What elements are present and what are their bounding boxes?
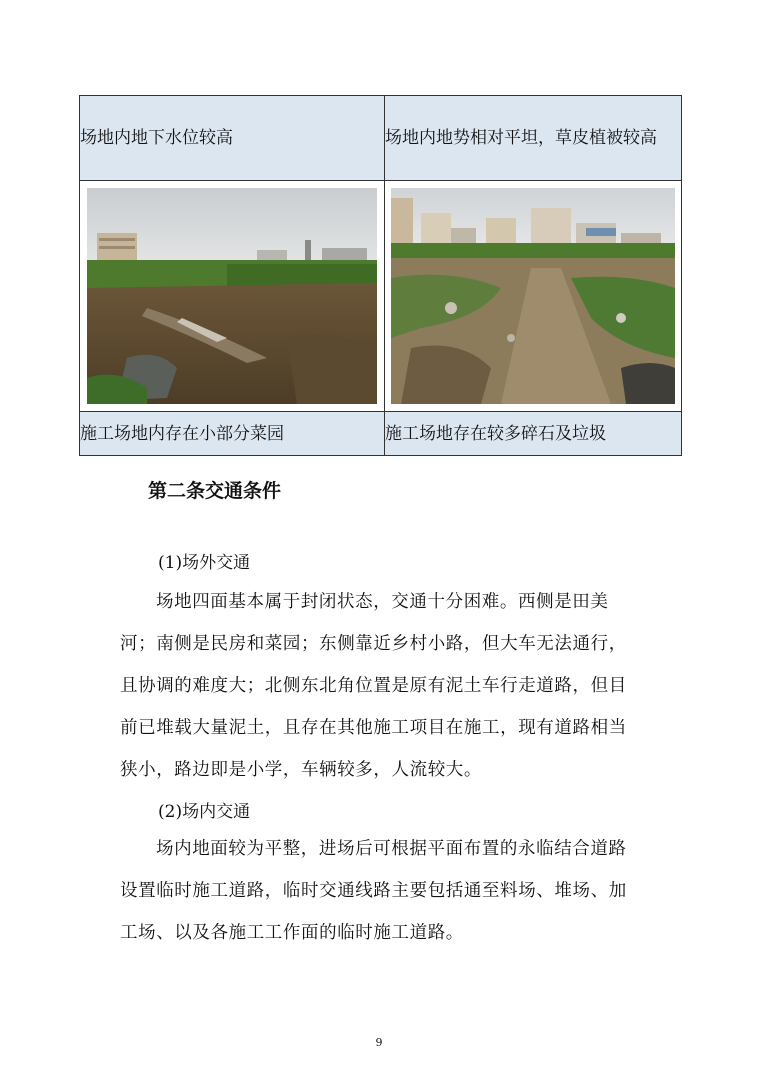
outside-traffic-paragraph: 场地四面基本属于封闭状态，交通十分困难。西侧是田美河；南侧是民房和菜园；东侧靠近乡村小路，但大车无法通行，且协调的难度大；北侧东北角位置是原有泥土车行走道路，但目前已堆载大量泥土，且存在其他施工项目在施工，现有道路相当狭小，路边即是小学，车辆较多，人流较大。 xyxy=(120,592,627,780)
caption-vegetable-garden xyxy=(80,412,385,456)
caption-vegetable-garden-text: 施工场地内存在小部分菜园 xyxy=(80,423,284,444)
caption-terrain-text: 场地内地势相对平坦，草皮植被较高 xyxy=(385,127,657,148)
site-photo-table xyxy=(79,95,682,456)
page-number: 9 xyxy=(375,1036,383,1049)
muddy-site-photo xyxy=(87,188,377,404)
photo-muddy-site xyxy=(80,181,385,412)
caption-rubble-text: 施工场地存在较多碎石及垃圾 xyxy=(385,423,606,444)
photo-rubble-site xyxy=(385,181,682,412)
inside-traffic-paragraph: 场内地面较为平整，进场后可根据平面布置的永临结合道路设置临时施工道路，临时交通线路主要包括通至料场、堆场、加工场、以及各施工工作面的临时施工道路。 xyxy=(120,839,627,943)
rubble-site-photo xyxy=(391,188,675,404)
caption-groundwater xyxy=(80,96,385,181)
caption-terrain xyxy=(385,96,682,181)
section-title: 第二条交通条件 xyxy=(148,480,282,502)
caption-groundwater-text: 场地内地下水位较高 xyxy=(80,128,233,148)
caption-rubble xyxy=(385,412,682,456)
inside-traffic-heading: (2)场内交通 xyxy=(158,802,251,822)
outside-traffic-heading: (1)场外交通 xyxy=(158,553,251,573)
